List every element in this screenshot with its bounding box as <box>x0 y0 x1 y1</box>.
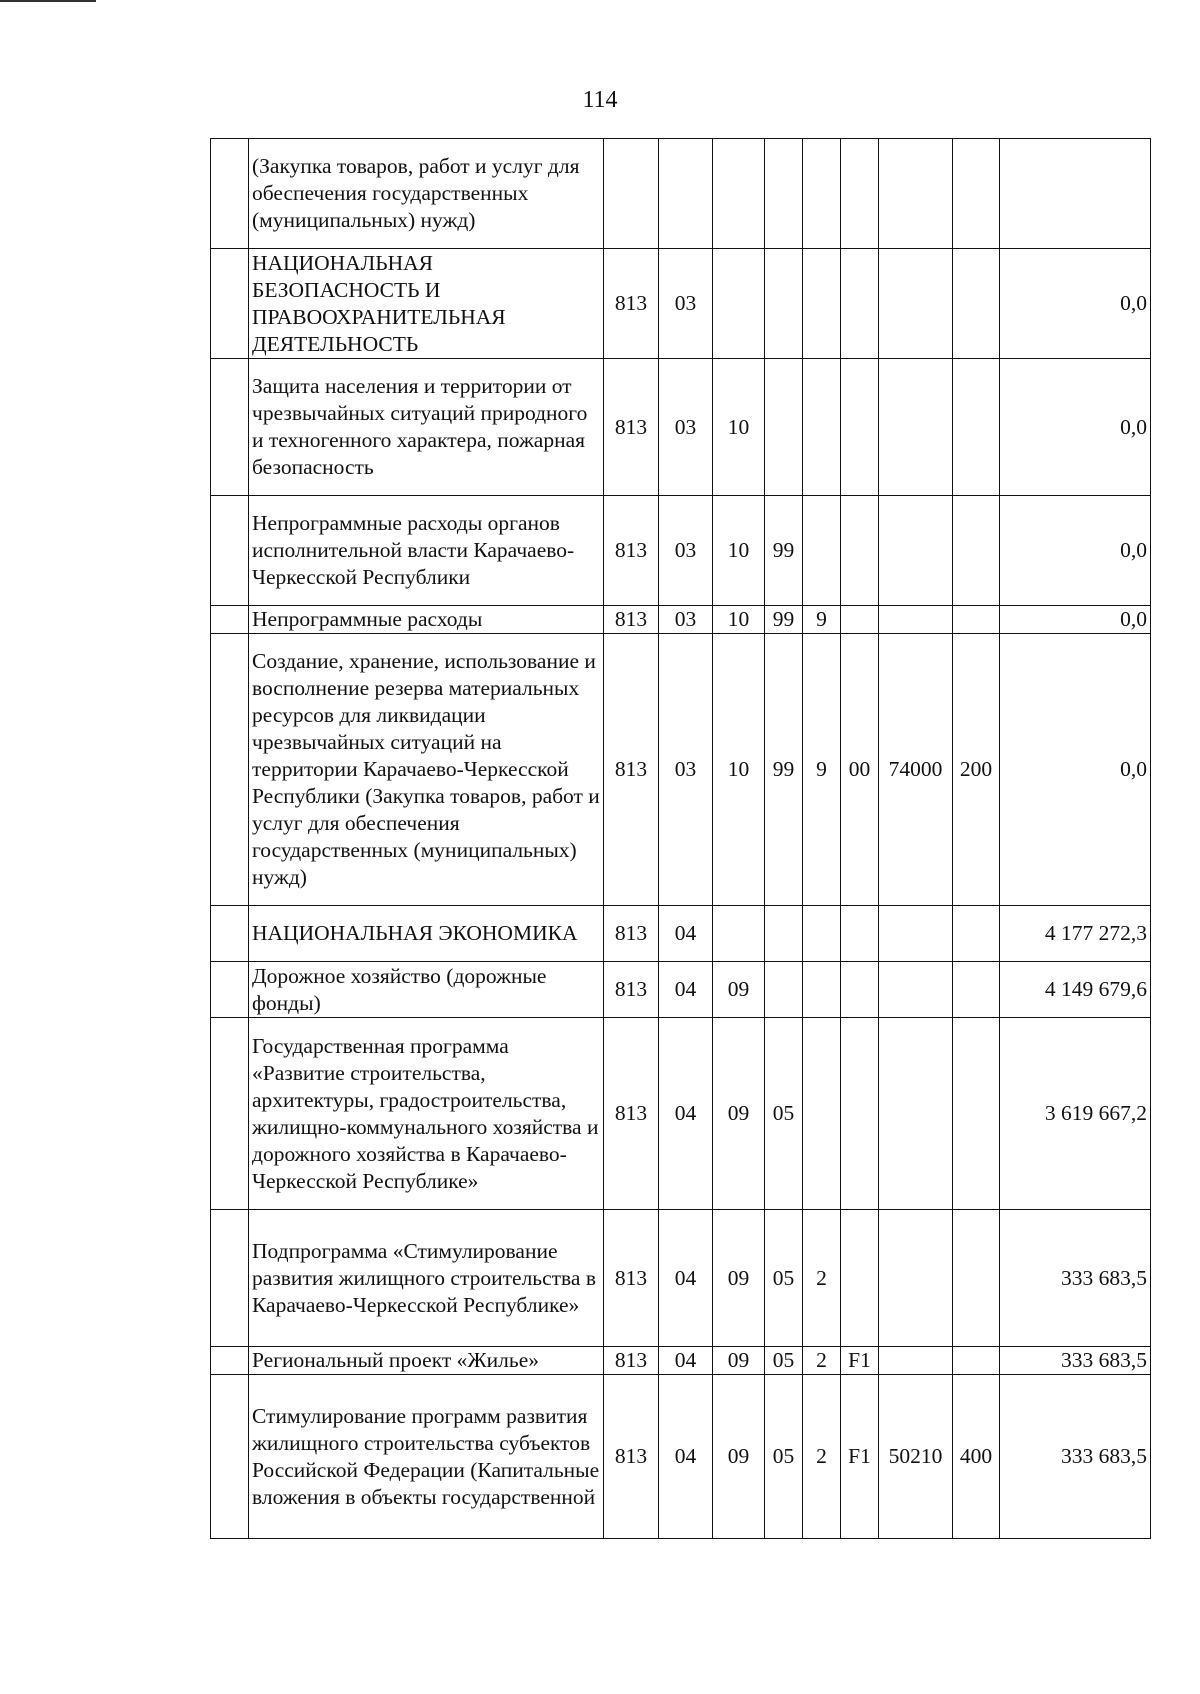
table-row <box>211 249 1151 359</box>
subsection-code-cell: 10 <box>713 496 765 606</box>
budget-table <box>210 138 1151 1539</box>
program-code-cell <box>765 962 803 1018</box>
project-code-cell <box>841 962 879 1018</box>
section-code-cell: 04 <box>659 962 713 1018</box>
program-code-cell <box>765 139 803 249</box>
row-number-cell <box>211 634 249 906</box>
subprogram-code-cell: 2 <box>803 1375 841 1539</box>
subsection-code-cell: 09 <box>713 1347 765 1375</box>
row-number-cell <box>211 1210 249 1347</box>
subprogram-code-cell <box>803 249 841 359</box>
project-code-cell <box>841 249 879 359</box>
row-number-cell <box>211 1347 249 1375</box>
section-code-cell: 03 <box>659 496 713 606</box>
subsection-code-cell: 10 <box>713 634 765 906</box>
expense-type-cell <box>953 1018 1000 1210</box>
table-row <box>211 139 1151 249</box>
section-code-cell: 04 <box>659 1210 713 1347</box>
direction-code-cell: 74000 <box>879 634 953 906</box>
description-cell: Создание, хранение, использование и восполнение резерва материальных ресурсов для ликвидации чрезвычайных ситуаций на территории Карачаево-Черкесской Республики (Закупка товаров, работ и услуг для обеспечения государственных (муниципальных) нужд) <box>249 634 604 906</box>
ministry-code-cell: 813 <box>604 249 659 359</box>
expense-type-cell <box>953 359 1000 496</box>
amount-cell: 4 177 272,3 <box>1000 906 1151 962</box>
description-cell: Защита населения и территории от чрезвычайных ситуаций природного и техногенного характера, пожарная безопасность <box>249 359 604 496</box>
program-code-cell <box>765 906 803 962</box>
ministry-code-cell: 813 <box>604 359 659 496</box>
project-code-cell <box>841 1210 879 1347</box>
table-row <box>211 1210 1151 1347</box>
project-code-cell <box>841 359 879 496</box>
expense-type-cell <box>953 906 1000 962</box>
table-row <box>211 1018 1151 1210</box>
description-cell: (Закупка товаров, работ и услуг для обеспечения государственных (муниципальных) нужд) <box>249 139 604 249</box>
program-code-cell: 05 <box>765 1347 803 1375</box>
direction-code-cell <box>879 359 953 496</box>
table-row <box>211 1347 1151 1375</box>
amount-cell: 0,0 <box>1000 496 1151 606</box>
subprogram-code-cell <box>803 962 841 1018</box>
project-code-cell <box>841 1018 879 1210</box>
ministry-code-cell: 813 <box>604 906 659 962</box>
program-code-cell: 99 <box>765 606 803 634</box>
subsection-code-cell: 09 <box>713 962 765 1018</box>
project-code-cell <box>841 606 879 634</box>
description-cell: НАЦИОНАЛЬНАЯ БЕЗОПАСНОСТЬ И ПРАВООХРАНИТЕЛЬНАЯ ДЕЯТЕЛЬНОСТЬ <box>249 249 604 359</box>
direction-code-cell <box>879 249 953 359</box>
section-code-cell: 04 <box>659 1018 713 1210</box>
subprogram-code-cell <box>803 359 841 496</box>
section-code-cell: 03 <box>659 606 713 634</box>
description-cell: Подпрограмма «Стимулирование развития жилищного строительства в Карачаево-Черкесской Республике» <box>249 1210 604 1347</box>
program-code-cell <box>765 359 803 496</box>
direction-code-cell <box>879 1018 953 1210</box>
section-code-cell: 03 <box>659 359 713 496</box>
expense-type-cell: 400 <box>953 1375 1000 1539</box>
description-cell: Дорожное хозяйство (дорожные фонды) <box>249 962 604 1018</box>
direction-code-cell <box>879 606 953 634</box>
subprogram-code-cell: 9 <box>803 606 841 634</box>
program-code-cell: 05 <box>765 1375 803 1539</box>
program-code-cell: 99 <box>765 496 803 606</box>
ministry-code-cell: 813 <box>604 634 659 906</box>
direction-code-cell <box>879 496 953 606</box>
table-row <box>211 962 1151 1018</box>
row-number-cell <box>211 249 249 359</box>
project-code-cell <box>841 906 879 962</box>
subsection-code-cell: 09 <box>713 1018 765 1210</box>
subprogram-code-cell: 2 <box>803 1347 841 1375</box>
project-code-cell: F1 <box>841 1375 879 1539</box>
subprogram-code-cell <box>803 1018 841 1210</box>
subprogram-code-cell: 2 <box>803 1210 841 1347</box>
subprogram-code-cell <box>803 139 841 249</box>
section-code-cell: 04 <box>659 1347 713 1375</box>
program-code-cell: 05 <box>765 1210 803 1347</box>
ministry-code-cell: 813 <box>604 1210 659 1347</box>
subsection-code-cell <box>713 906 765 962</box>
program-code-cell: 99 <box>765 634 803 906</box>
row-number-cell <box>211 496 249 606</box>
subsection-code-cell: 09 <box>713 1210 765 1347</box>
direction-code-cell: 50210 <box>879 1375 953 1539</box>
amount-cell: 3 619 667,2 <box>1000 1018 1151 1210</box>
row-number-cell <box>211 139 249 249</box>
program-code-cell <box>765 249 803 359</box>
ministry-code-cell: 813 <box>604 1375 659 1539</box>
amount-cell: 4 149 679,6 <box>1000 962 1151 1018</box>
expense-type-cell <box>953 606 1000 634</box>
ministry-code-cell: 813 <box>604 606 659 634</box>
expense-type-cell <box>953 139 1000 249</box>
table-row <box>211 359 1151 496</box>
ministry-code-cell: 813 <box>604 962 659 1018</box>
project-code-cell <box>841 496 879 606</box>
expense-type-cell <box>953 1347 1000 1375</box>
section-code-cell: 04 <box>659 1375 713 1539</box>
description-cell: Региональный проект «Жилье» <box>249 1347 604 1375</box>
ministry-code-cell: 813 <box>604 496 659 606</box>
direction-code-cell <box>879 906 953 962</box>
direction-code-cell <box>879 139 953 249</box>
table-row <box>211 496 1151 606</box>
expense-type-cell <box>953 249 1000 359</box>
project-code-cell <box>841 139 879 249</box>
description-cell: Непрограммные расходы органов исполнительной власти Карачаево-Черкесской Республики <box>249 496 604 606</box>
row-number-cell <box>211 359 249 496</box>
expense-type-cell <box>953 962 1000 1018</box>
ministry-code-cell <box>604 139 659 249</box>
expense-type-cell: 200 <box>953 634 1000 906</box>
subprogram-code-cell <box>803 906 841 962</box>
subprogram-code-cell: 9 <box>803 634 841 906</box>
section-code-cell <box>659 139 713 249</box>
section-code-cell: 04 <box>659 906 713 962</box>
subsection-code-cell: 09 <box>713 1375 765 1539</box>
row-number-cell <box>211 606 249 634</box>
ministry-code-cell: 813 <box>604 1347 659 1375</box>
page-number: 114 <box>582 87 618 113</box>
amount-cell: 0,0 <box>1000 606 1151 634</box>
subprogram-code-cell <box>803 496 841 606</box>
amount-cell: 333 683,5 <box>1000 1210 1151 1347</box>
row-number-cell <box>211 1375 249 1539</box>
amount-cell: 0,0 <box>1000 359 1151 496</box>
section-code-cell: 03 <box>659 249 713 359</box>
table-row <box>211 906 1151 962</box>
description-cell: Государственная программа «Развитие строительства, архитектуры, градостроительства, жилищно-коммунального хозяйства и дорожного хозяйства в Карачаево-Черкесской Республике» <box>249 1018 604 1210</box>
amount-cell: 333 683,5 <box>1000 1375 1151 1539</box>
amount-cell: 0,0 <box>1000 249 1151 359</box>
row-number-cell <box>211 906 249 962</box>
direction-code-cell <box>879 1347 953 1375</box>
subsection-code-cell <box>713 139 765 249</box>
direction-code-cell <box>879 1210 953 1347</box>
description-cell: Стимулирование программ развития жилищного строительства субъектов Российской Федерации (Капитальные вложения в объекты государственной <box>249 1375 604 1539</box>
project-code-cell: 00 <box>841 634 879 906</box>
program-code-cell: 05 <box>765 1018 803 1210</box>
subsection-code-cell <box>713 249 765 359</box>
row-number-cell <box>211 1018 249 1210</box>
ministry-code-cell: 813 <box>604 1018 659 1210</box>
table-row <box>211 634 1151 906</box>
amount-cell <box>1000 139 1151 249</box>
expense-type-cell <box>953 1210 1000 1347</box>
description-cell: НАЦИОНАЛЬНАЯ ЭКОНОМИКА <box>249 906 604 962</box>
subsection-code-cell: 10 <box>713 359 765 496</box>
subsection-code-cell: 10 <box>713 606 765 634</box>
table-row <box>211 1375 1151 1539</box>
table-row <box>211 606 1151 634</box>
amount-cell: 333 683,5 <box>1000 1347 1151 1375</box>
description-cell: Непрограммные расходы <box>249 606 604 634</box>
scan-corner-mark <box>0 0 96 2</box>
row-number-cell <box>211 962 249 1018</box>
project-code-cell: F1 <box>841 1347 879 1375</box>
section-code-cell: 03 <box>659 634 713 906</box>
expense-type-cell <box>953 496 1000 606</box>
amount-cell: 0,0 <box>1000 634 1151 906</box>
direction-code-cell <box>879 962 953 1018</box>
